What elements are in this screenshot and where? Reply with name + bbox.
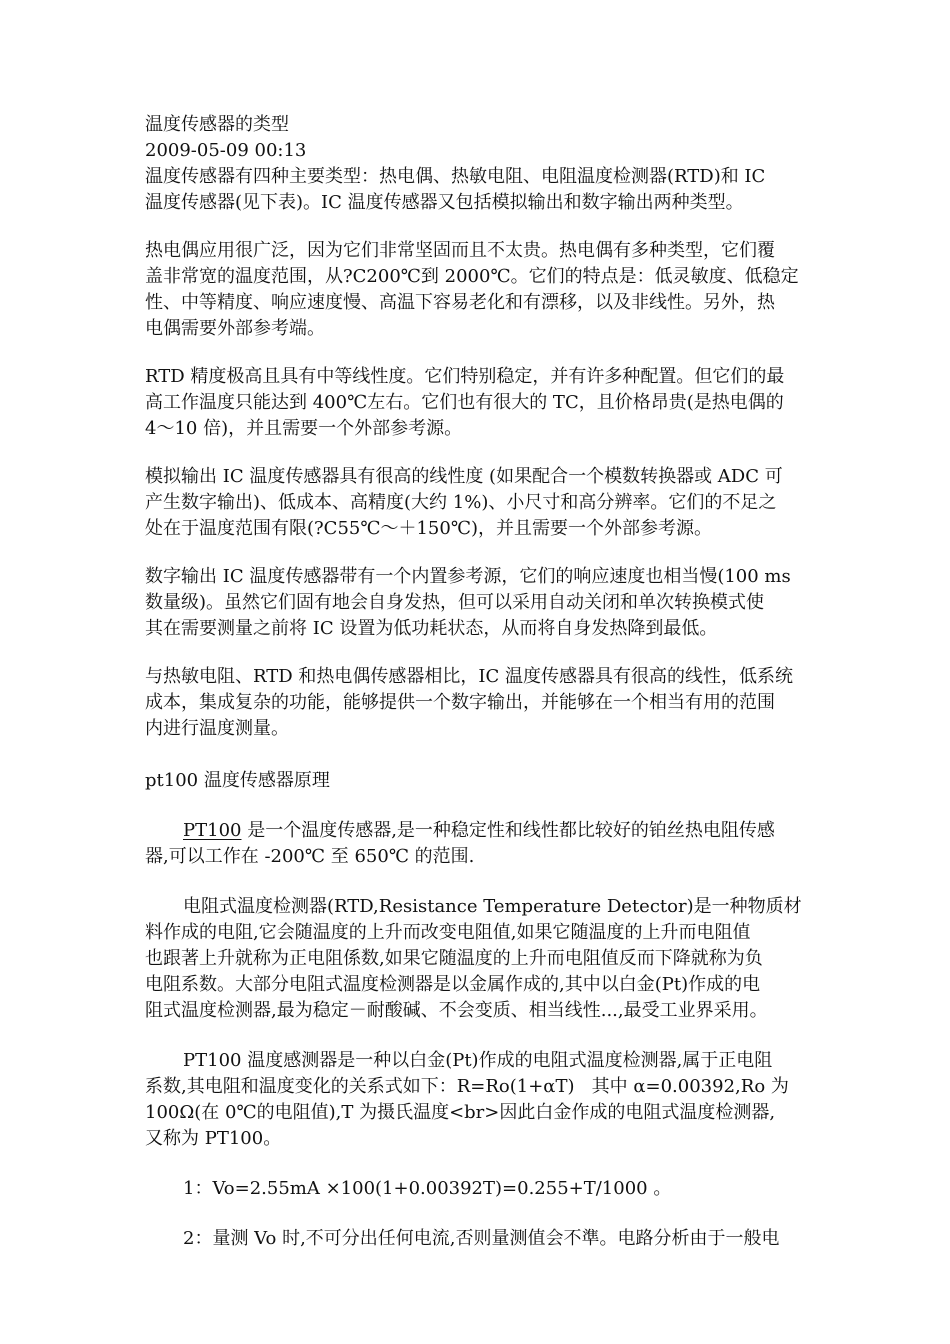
text-line: 盖非常宽的温度范围，从?C200℃到 2000℃。它们的特点是：低灵敏度、低稳定	[145, 266, 799, 287]
text-line: 电阻系数。大部分电阻式温度检测器是以金属作成的,其中以白金(Pt)作成的电	[145, 974, 761, 995]
text-line: RTD 精度极高且具有中等线性度。它们特别稳定，并有许多种配置。但它们的最	[145, 366, 785, 387]
pt100-link[interactable]: PT100	[183, 820, 242, 841]
document-page	[145, 112, 810, 1252]
paragraph-comparison	[145, 664, 810, 742]
document-date: 2009-05-09 00:13	[145, 140, 307, 161]
text-line: 100Ω(在 0℃的电阻值),T 为摄氏温度<br>因此白金作成的电阻式温度检测器,	[145, 1102, 776, 1123]
text-line: 温度传感器(见下表)。IC 温度传感器又包括模拟输出和数字输出两种类型。	[145, 192, 744, 213]
text-line: 阻式温度检测器,最为稳定－耐酸碱、不会变质、相当线性...,最受工业界采用。	[145, 1000, 768, 1021]
paragraph-rtd	[145, 364, 810, 442]
text-line: PT100 温度感测器是一种以白金(Pt)作成的电阻式温度检测器,属于正电阻	[183, 1050, 773, 1071]
paragraph-pt100-intro	[145, 818, 810, 870]
list-item: 2：量测 Vo 时,不可分出任何电流,否则量测值会不準。电路分析由于一般电	[183, 1228, 780, 1249]
text-line: 高工作温度只能达到 400℃左右。它们也有很大的 TC，且价格昂贵(是热电偶的	[145, 392, 784, 413]
paragraph-types	[145, 164, 810, 216]
paragraph-digital-ic	[145, 564, 810, 642]
text-line: 与热敏电阻、RTD 和热电偶传感器相比，IC 温度传感器具有很高的线性，低系统	[145, 666, 793, 687]
text-line: 4～10 倍)，并且需要一个外部参考源。	[145, 418, 463, 439]
text-line: 料作成的电阻,它会随温度的上升而改变电阻值,如果它随温度的上升而电阻值	[145, 922, 751, 943]
text-line: 又称为 PT100。	[145, 1128, 282, 1149]
text-line: 成本，集成复杂的功能，能够提供一个数字输出，并能够在一个相当有用的范围	[145, 692, 775, 713]
text-segment: 是一个温度传感器,是一种稳定性和线性都比较好的铂丝热电阻传感	[241, 820, 775, 841]
paragraph-rtd-definition	[145, 894, 810, 1024]
text-line: 产生数字输出)、低成本、高精度(大约 1%)、小尺寸和高分辨率。它们的不足之	[145, 492, 777, 513]
section-title: pt100 温度传感器原理	[145, 770, 330, 791]
list-item: 1：Vo=2.55mA ×100(1+0.00392T)=0.255+T/1000 。	[183, 1178, 672, 1199]
document-title: 温度传感器的类型	[145, 114, 289, 135]
text-line: 系数,其电阻和温度变化的关系式如下：R=Ro(1+αT) 其中 α=0.00392,Ro 为	[145, 1076, 789, 1097]
text-line: 器,可以工作在 -200℃ 至 650℃ 的范围.	[145, 846, 475, 867]
text-line: 温度传感器有四种主要类型：热电偶、热敏电阻、电阻温度检测器(RTD)和 IC	[145, 166, 766, 187]
paragraph-pt100-formula	[145, 1048, 810, 1152]
text-line: 数量级)。虽然它们固有地会自身发热，但可以采用自动关闭和单次转换模式使	[145, 592, 765, 613]
text-line: 其在需要测量之前将 IC 设置为低功耗状态，从而将自身发热降到最低。	[145, 618, 718, 639]
text-line: 电偶需要外部参考端。	[145, 318, 325, 339]
text-line: 热电偶应用很广泛，因为它们非常坚固而且不太贵。热电偶有多种类型，它们覆	[145, 240, 775, 261]
text-line: 模拟输出 IC 温度传感器具有很高的线性度 (如果配合一个模数转换器或 ADC 可	[145, 466, 783, 487]
text-line: 性、中等精度、响应速度慢、高温下容易老化和有漂移，以及非线性。另外，热	[145, 292, 775, 313]
paragraph-thermocouple	[145, 238, 810, 342]
text-line	[145, 818, 810, 844]
text-line: 处在于温度范围有限(?C55℃～＋150℃)，并且需要一个外部参考源。	[145, 518, 712, 539]
text-line: 也跟著上升就称为正电阻係数,如果它随温度的上升而电阻值反而下降就称为负	[145, 948, 763, 969]
paragraph-analog-ic	[145, 464, 810, 542]
text-line: 电阻式温度检测器(RTD,Resistance Temperature Detector)是一种物质材	[183, 896, 802, 917]
text-line: 内进行温度测量。	[145, 718, 289, 739]
text-line: 数字输出 IC 温度传感器带有一个内置参考源，它们的响应速度也相当慢(100 ms	[145, 566, 791, 587]
